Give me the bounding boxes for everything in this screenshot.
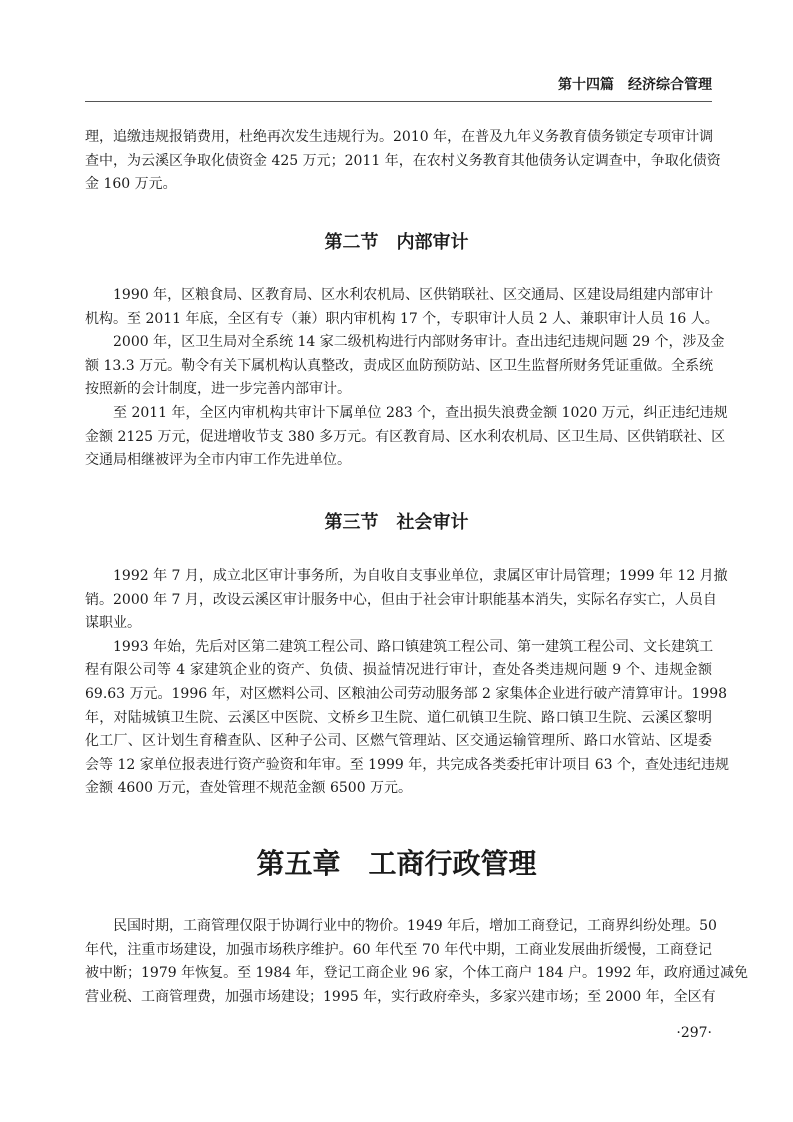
text-line: 程有限公司等 4 家建筑企业的资产、负债、损益情况进行审计，查处各类违规问题 9 个、违规金额 bbox=[85, 662, 712, 679]
chapter-body bbox=[85, 915, 749, 1009]
text-line: 额 13.3 万元。勒令有关下属机构认真整改，责成区血防预防站、区卫生监督所财务凭证重做。全系统 bbox=[85, 357, 714, 374]
text-line: 金 160 万元。 bbox=[85, 176, 177, 193]
text-line: 金额 2125 万元，促进增收节支 380 多万元。有区教育局、区水利农机局、区卫生局、区供销联社、区 bbox=[85, 428, 726, 445]
text-line: 被中断；1979 年恢复。至 1984 年，登记工商企业 96 家，个体工商户 184 户。1992 年，政府通过减免 bbox=[85, 965, 749, 982]
text-line: 金额 4600 万元，查处管理不规范金额 6500 万元。 bbox=[85, 780, 413, 797]
text-line: 至 2011 年，全区内审机构共审计下属单位 283 个，查出损失浪费金额 1020 万元，纠正违纪违规 bbox=[113, 404, 728, 421]
text-line: 69.63 万元。1996 年，对区燃料公司、区粮油公司劳动服务部 2 家集体企业进行破产清算审计。1998 bbox=[85, 685, 728, 702]
text-line: 1992 年 7 月，成立北区审计事务所，为自收自支事业单位，隶属区审计局管理；1999 年 12 月撤 bbox=[113, 568, 728, 584]
text-line: 会等 12 家单位报表进行资产验资和年审。至 1999 年，共完成各类委托审计项目 63 个，查处违纪违规 bbox=[85, 756, 729, 773]
header-rule bbox=[85, 101, 712, 102]
text-line: 理，追缴违规报销费用，杜绝再次发生违规行为。2010 年，在普及九年义务教育债务锁定专项审计调 bbox=[85, 129, 714, 145]
text-line: 销。2000 年 7 月，改设云溪区审计服务中心，但由于社会审计职能基本消失，实际名存实亡，人员自 bbox=[85, 591, 717, 608]
text-line: 年代，注重市场建设，加强市场秩序维护。60 年代至 70 年代中期，工商业发展曲折缓慢，工商登记 bbox=[85, 941, 712, 958]
text-line: 2000 年，区卫生局对全系统 14 家二级机构进行内部财务审计。查出违纪违规问题 29 个，涉及金 bbox=[113, 334, 725, 351]
text-line: 化工厂、区计划生育稽查队、区种子公司、区燃气管理站、区交通运输管理所、路口水管站、区堤委 bbox=[85, 733, 712, 750]
text-line: 交通局相继被评为全市内审工作先进单位。 bbox=[85, 452, 351, 469]
running-header: 第十四篇 经济综合管理 bbox=[558, 77, 712, 93]
page-number: ·297· bbox=[676, 1025, 712, 1041]
section-internal-audit-body bbox=[85, 284, 728, 473]
text-line: 年，对陆城镇卫生院、云溪区中医院、文桥乡卫生院、道仁矶镇卫生院、路口镇卫生院、云溪区黎明 bbox=[85, 709, 712, 726]
intro-paragraph bbox=[85, 126, 721, 197]
text-line: 谋职业。 bbox=[85, 615, 141, 632]
section-heading-social-audit: 第三节 社会审计 bbox=[324, 512, 469, 533]
chapter-heading: 第五章 工商行政管理 bbox=[256, 847, 537, 880]
text-line: 民国时期，工商管理仅限于协调行业中的物价。1949 年后，增加工商登记，工商界纠纷处理。50 bbox=[113, 918, 717, 934]
text-line: 营业税、工商管理费，加强市场建设；1995 年，实行政府牵头，多家兴建市场；至 2000 年，全区有 bbox=[85, 988, 716, 1005]
text-line: 1993 年始，先后对区第二建筑工程公司、路口镇建筑工程公司、第一建筑工程公司、文长建筑工 bbox=[113, 638, 714, 655]
text-line: 按照新的会计制度，进一步完善内部审计。 bbox=[85, 381, 351, 398]
section-social-audit-body bbox=[85, 565, 729, 801]
text-line: 1990 年，区粮食局、区教育局、区水利农机局、区供销联社、区交通局、区建设局组建内部审计 bbox=[113, 287, 714, 303]
text-line: 查中，为云溪区争取化债资金 425 万元；2011 年，在农村义务教育其他债务认定调查中，争取化债资 bbox=[85, 152, 721, 169]
text-line: 机构。至 2011 年底，全区有专（兼）职内审机构 17 个，专职审计人员 2 人、兼职审计人员 16 人。 bbox=[85, 310, 719, 327]
section-heading-internal-audit: 第二节 内部审计 bbox=[324, 232, 469, 253]
